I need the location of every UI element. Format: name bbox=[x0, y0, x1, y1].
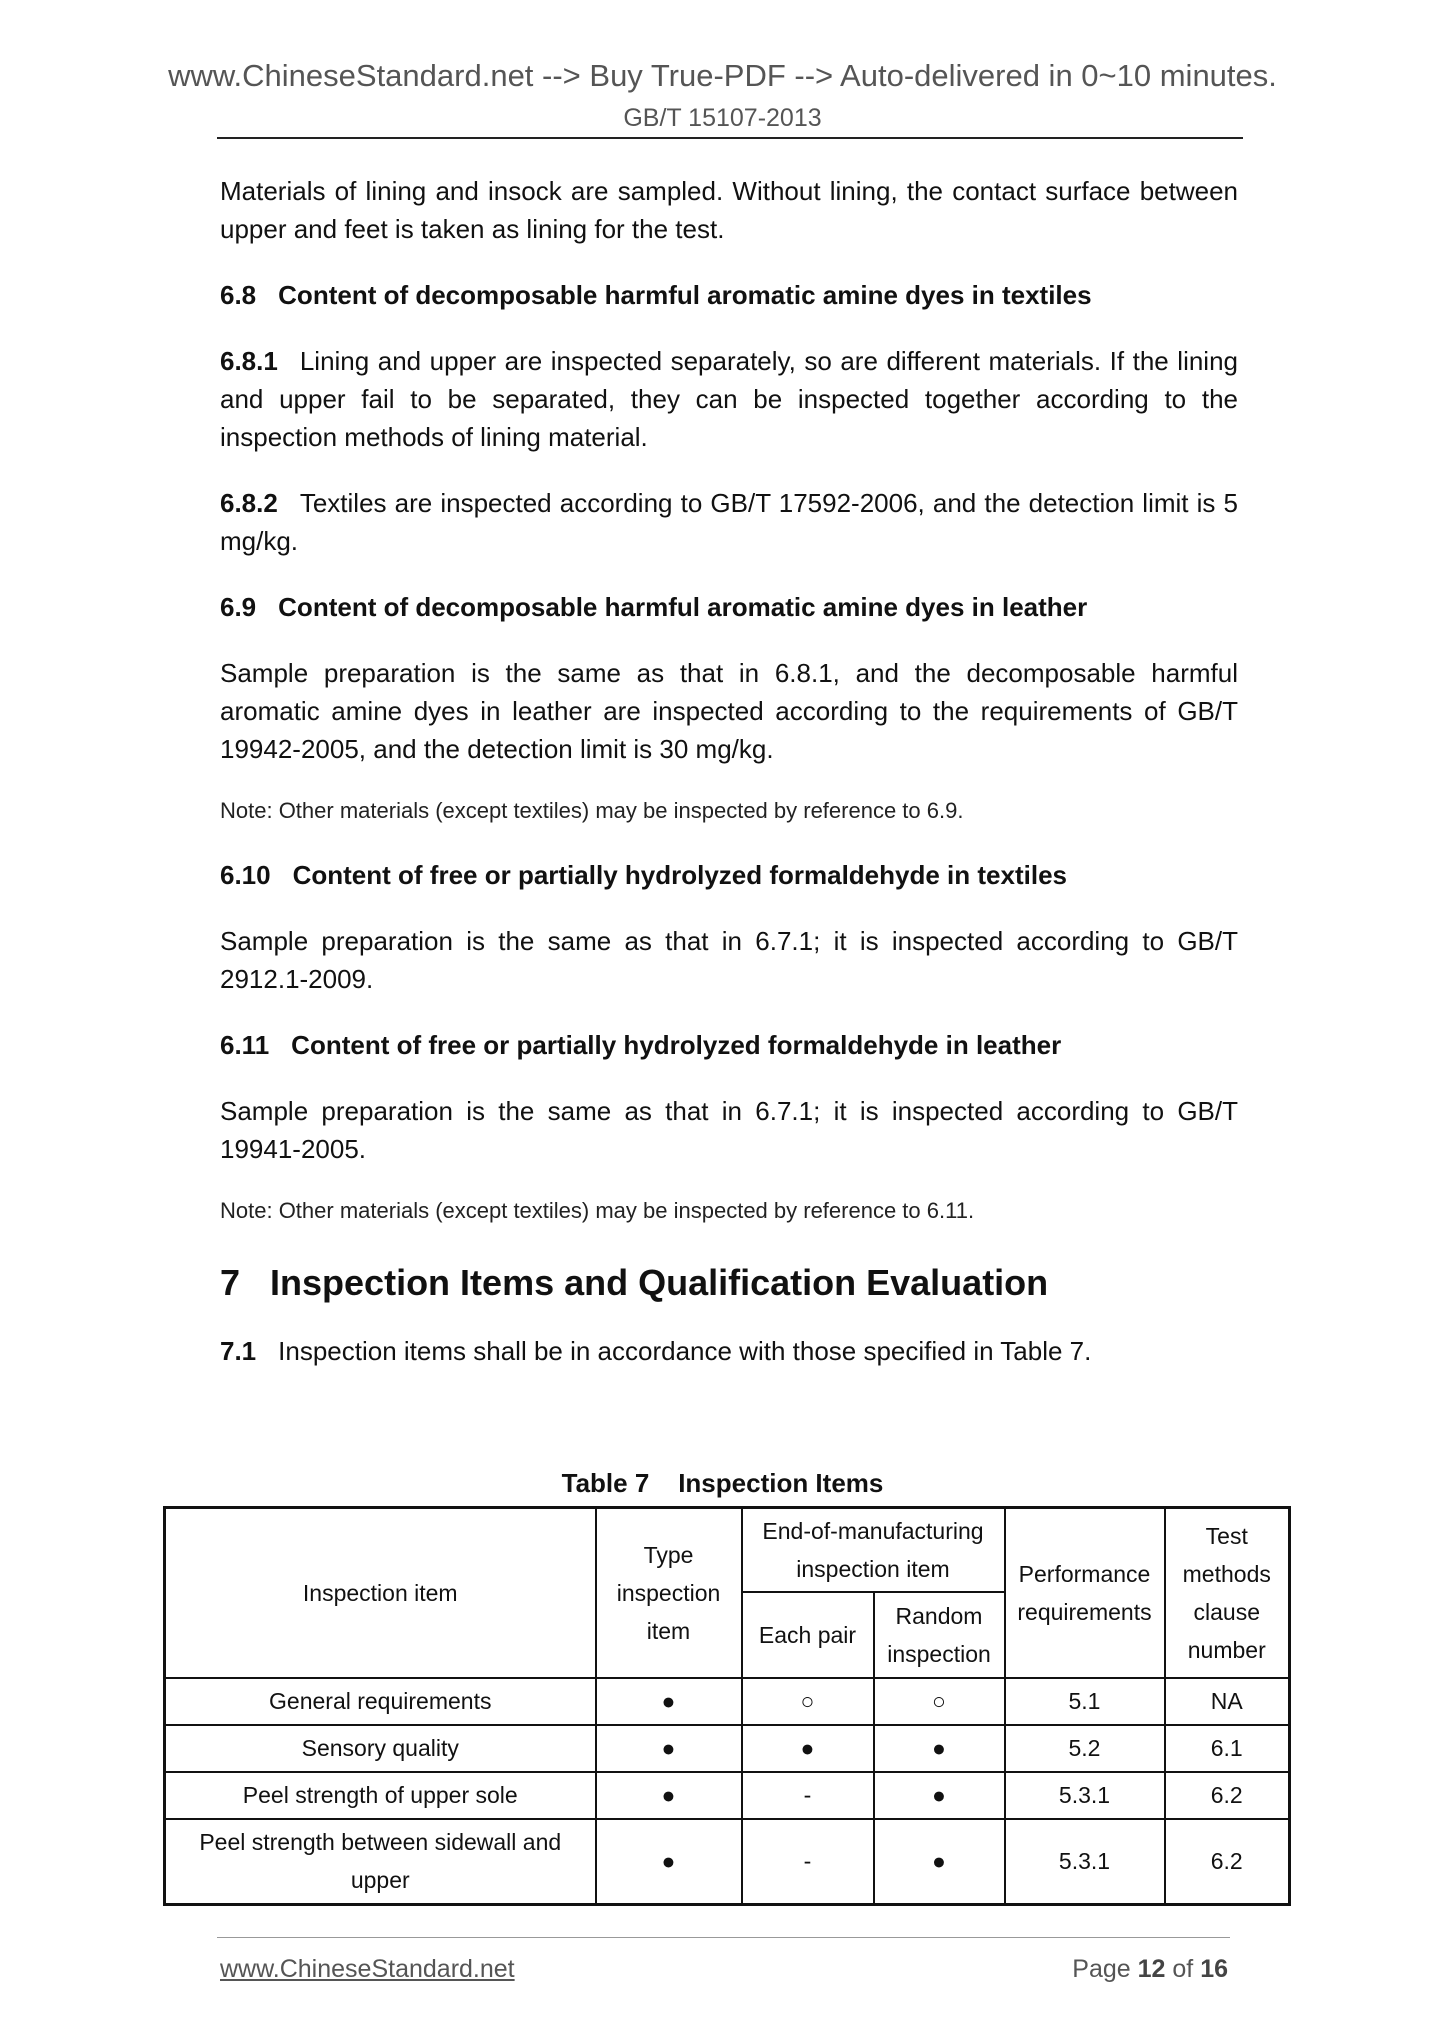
table-row bbox=[165, 1772, 1290, 1819]
cell-type: ● bbox=[596, 1772, 742, 1819]
clause-text: Textiles are inspected according to GB/T 17592-2006, and the detection limit is 5 mg/kg. bbox=[220, 488, 1238, 556]
cell-performance: 5.2 bbox=[1005, 1725, 1165, 1772]
section-title: Content of free or partially hydrolyzed formaldehyde in leather bbox=[291, 1030, 1062, 1060]
section-6-11-text: Sample preparation is the same as that in 6.7.1; it is inspected according to GB/T 19941-2005. bbox=[220, 1096, 1238, 1164]
header-performance: Performance requirements bbox=[1005, 1508, 1165, 1678]
footer-site-link[interactable]: www.ChineseStandard.net bbox=[220, 1955, 515, 1983]
clause-7-1 bbox=[220, 1332, 1238, 1370]
section-number: 6.10 bbox=[220, 860, 271, 890]
section-6-10-heading bbox=[220, 856, 1238, 894]
clause-number: 7.1 bbox=[220, 1336, 257, 1366]
document-body bbox=[220, 172, 1238, 1370]
clause-number: 6.8.1 bbox=[220, 346, 278, 376]
cell-item: Peel strength of upper sole bbox=[165, 1772, 596, 1819]
page-total: 16 bbox=[1200, 1955, 1228, 1983]
chapter-7-heading bbox=[220, 1264, 1238, 1302]
cell-test-method: 6.2 bbox=[1165, 1772, 1290, 1819]
page-of: of bbox=[1172, 1955, 1194, 1983]
cell-test-method: 6.1 bbox=[1165, 1725, 1290, 1772]
table-caption: Table 7 Inspection Items bbox=[561, 1468, 884, 1498]
section-title: Content of decomposable harmful aromatic amine dyes in textiles bbox=[278, 280, 1092, 310]
clause-6-8-2 bbox=[220, 484, 1238, 560]
cell-test-method: 6.2 bbox=[1165, 1819, 1290, 1905]
clause-text: Lining and upper are inspected separately, so are different materials. If the lining and upper fail to be separated, they can be inspected together according to the inspection methods of lining material. bbox=[220, 346, 1238, 452]
section-title: Content of decomposable harmful aromatic amine dyes in leather bbox=[278, 592, 1088, 622]
standard-number: GB/T 15107-2013 bbox=[623, 104, 822, 132]
header-inspection-item: Inspection item bbox=[165, 1508, 596, 1678]
cell-performance: 5.3.1 bbox=[1005, 1819, 1165, 1905]
cell-item: General requirements bbox=[165, 1678, 596, 1725]
cell-performance: 5.1 bbox=[1005, 1678, 1165, 1725]
clause-number: 6.8.2 bbox=[220, 488, 278, 518]
cell-item: Sensory quality bbox=[165, 1725, 596, 1772]
section-number: 6.8 bbox=[220, 280, 257, 310]
header-divider bbox=[217, 137, 1243, 139]
inspection-items-table bbox=[163, 1506, 1291, 1906]
cell-each-pair: - bbox=[742, 1772, 874, 1819]
header-random-inspection: Random inspection bbox=[874, 1592, 1005, 1678]
cell-random: ● bbox=[874, 1772, 1005, 1819]
header-type-inspection: Type inspection item bbox=[596, 1508, 742, 1678]
section-6-9-text: Sample preparation is the same as that in 6.8.1, and the decomposable harmful aromatic amine dyes in leather are inspected according to the requirements of GB/T 19942-2005, and the detection limit is 30 mg/kg. bbox=[220, 658, 1238, 764]
cell-each-pair: ○ bbox=[742, 1678, 874, 1725]
section-6-8-heading bbox=[220, 276, 1238, 314]
cell-random: ○ bbox=[874, 1678, 1005, 1725]
footer-divider bbox=[217, 1937, 1230, 1938]
clause-6-8-1 bbox=[220, 342, 1238, 456]
cell-type: ● bbox=[596, 1725, 742, 1772]
section-6-9-heading bbox=[220, 588, 1238, 626]
cell-random: ● bbox=[874, 1725, 1005, 1772]
page-label: Page bbox=[1072, 1955, 1131, 1983]
cell-random: ● bbox=[874, 1819, 1005, 1905]
table-row bbox=[165, 1819, 1290, 1905]
page-indicator bbox=[1072, 1955, 1228, 1984]
header-banner[interactable]: www.ChineseStandard.net --> Buy True-PDF --> Auto-delivered in 0~10 minutes. bbox=[168, 58, 1277, 93]
table-row bbox=[165, 1678, 1290, 1725]
cell-each-pair: ● bbox=[742, 1725, 874, 1772]
section-6-11-note: Note: Other materials (except textiles) may be inspected by reference to 6.11. bbox=[220, 1198, 975, 1223]
cell-type: ● bbox=[596, 1819, 742, 1905]
section-6-9-note: Note: Other materials (except textiles) may be inspected by reference to 6.9. bbox=[220, 798, 964, 823]
chapter-title: Inspection Items and Qualification Evaluation bbox=[270, 1262, 1049, 1303]
table-row bbox=[165, 1725, 1290, 1772]
section-6-11-heading bbox=[220, 1026, 1238, 1064]
header-test-methods: Test methods clause number bbox=[1165, 1508, 1290, 1678]
section-number: 6.11 bbox=[220, 1030, 270, 1060]
intro-paragraph: Materials of lining and insock are sampled. Without lining, the contact surface between upper and feet is taken as lining for the test. bbox=[220, 176, 1238, 244]
cell-type: ● bbox=[596, 1678, 742, 1725]
section-number: 6.9 bbox=[220, 592, 257, 622]
chapter-number: 7 bbox=[220, 1262, 241, 1303]
table-header-row bbox=[165, 1508, 1290, 1592]
page-current: 12 bbox=[1137, 1955, 1166, 1983]
section-6-10-text: Sample preparation is the same as that in 6.7.1; it is inspected according to GB/T 2912.1-2009. bbox=[220, 926, 1238, 994]
cell-each-pair: - bbox=[742, 1819, 874, 1905]
section-title: Content of free or partially hydrolyzed formaldehyde in textiles bbox=[292, 860, 1067, 890]
header-each-pair: Each pair bbox=[742, 1592, 874, 1678]
cell-test-method: NA bbox=[1165, 1678, 1290, 1725]
clause-text: Inspection items shall be in accordance with those specified in Table 7. bbox=[278, 1336, 1092, 1366]
header-end-of-manufacturing: End-of-manufacturing inspection item bbox=[742, 1508, 1005, 1592]
cell-performance: 5.3.1 bbox=[1005, 1772, 1165, 1819]
cell-item: Peel strength between sidewall and upper bbox=[165, 1819, 596, 1905]
